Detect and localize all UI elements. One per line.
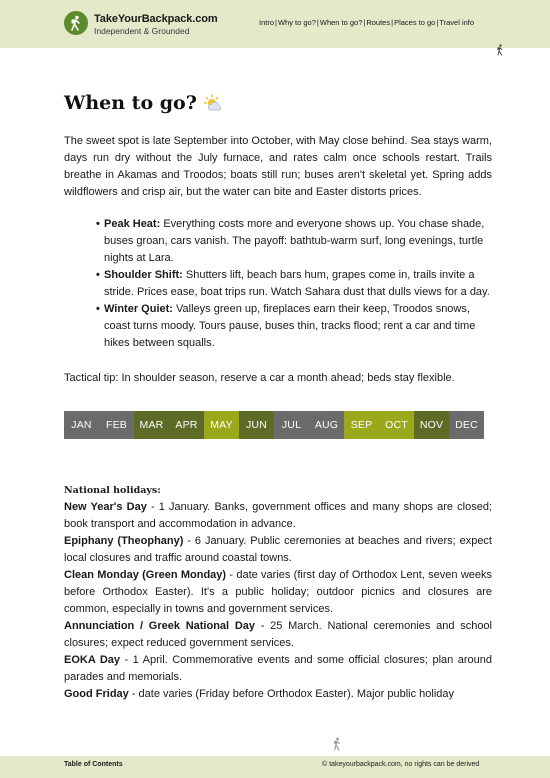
holiday-entry [64, 567, 492, 618]
page-title [64, 92, 225, 114]
holiday-text: - 1 April. Commemorative events and some official closures; plan around parades and memorials. [64, 654, 493, 683]
holiday-text: - 6 January. Public ceremonies at beaches and rivers; expect local closures and traffic around coastal towns. [64, 535, 492, 564]
holiday-text: - 25 March. National ceremonies and school closures; expect reduced government services. [64, 620, 492, 649]
nav-separator: | [275, 18, 277, 27]
month-aug: AUG [309, 411, 344, 439]
logo[interactable] [64, 11, 88, 35]
nav-item-intro[interactable]: Intro [259, 18, 275, 27]
month-jan: JAN [64, 411, 99, 439]
holiday-entry [64, 652, 492, 686]
month-sep: SEP [344, 411, 379, 439]
page-header [0, 0, 550, 48]
season-text: Everything costs more and everyone shows up. You chase shade, buses groan, cars vanish. The payoff: bathtub-warm surf, long evenings, turtle nights at Lara. [104, 218, 485, 264]
list-item [104, 301, 494, 352]
season-text: Shutters lift, beach bars hum, grapes come in, trails invite a stride. Prices ease, boat trips run. Watch Sahara dust that dulls views for a day. [104, 269, 490, 298]
nav-separator: | [436, 18, 439, 27]
nav-item-travel-info[interactable]: Travel info [439, 18, 475, 27]
month-apr: APR [169, 411, 204, 439]
season-label: Peak Heat: [104, 218, 161, 230]
month-dec: DEC [449, 411, 484, 439]
list-item [104, 216, 494, 267]
month-jun: JUN [239, 411, 274, 439]
sun-cloud-icon [203, 94, 225, 112]
page-footer [0, 756, 550, 778]
hiker-icon [331, 737, 343, 751]
season-list [104, 216, 494, 352]
season-label: Shoulder Shift: [104, 269, 183, 281]
holiday-entry [64, 499, 492, 533]
month-oct: OCT [379, 411, 414, 439]
holiday-name: EOKA Day [64, 654, 121, 666]
month-may: MAY [204, 411, 239, 439]
holiday-name: New Year's Day [64, 501, 147, 513]
month-nov: NOV [414, 411, 449, 439]
page-title-text: When to go? [64, 92, 197, 114]
tactical-tip: Tactical tip: In shoulder season, reserve a car a month ahead; beds stay flexible. [64, 372, 455, 384]
holiday-entry [64, 533, 492, 567]
month-calendar-bar [64, 411, 484, 439]
holiday-name: Good Friday [64, 688, 129, 700]
hiker-icon [495, 44, 505, 56]
copyright-notice: © takeyourbackpack.com, no rights can be derived [322, 761, 480, 768]
season-text: Valleys green up, fireplaces earn their keep, Troodos snows, coast turns moody. Tours pause, buses thin, tracks flood; rent a car and time hikes between squalls. [104, 303, 476, 349]
holiday-name: Annunciation / Greek National Day [64, 620, 256, 632]
holiday-name: Clean Monday (Green Monday) [64, 569, 227, 581]
nav-separator: | [316, 18, 319, 27]
nav-item-when-to-go[interactable]: When to go? [319, 18, 363, 27]
holiday-text: - date varies (Friday before Orthodox Easter). Major public holiday [128, 688, 455, 700]
brand-name[interactable]: TakeYourBackpack.com [94, 13, 218, 25]
nav-separator: | [391, 18, 394, 27]
holiday-entry [64, 686, 492, 703]
holidays-list [64, 499, 492, 703]
nav-item-routes[interactable]: Routes [366, 18, 391, 27]
month-jul: JUL [274, 411, 309, 439]
brand-tagline: Independent & Grounded [94, 26, 190, 36]
holiday-entry [64, 618, 492, 652]
holiday-text: - date varies (first day of Orthodox Lent, seven weeks before Orthodox Easter). It's a public holiday; outdoor picnics and closures are common, especially in towns and government services. [64, 569, 492, 615]
nav-item-places-to-go[interactable]: Places to go [394, 18, 436, 27]
list-item [104, 267, 494, 301]
intro-paragraph: The sweet spot is late September into October, with May close behind. Sea stays warm, days run dry without the July furnace, and rates calm once schools restart. Trails breathe in Akamas and Troodos; boats still run; buses aren't skeletal yet. Spring adds wildflowers and crisp air, but the water can bite and Easter distorts prices. [64, 135, 492, 198]
nav-separator: | [363, 18, 366, 27]
month-feb: FEB [99, 411, 134, 439]
month-mar: MAR [134, 411, 169, 439]
season-label: Winter Quiet: [104, 303, 173, 315]
holiday-text: - 1 January. Banks, government offices and many shops are closed; book transport and accommodation in advance. [64, 501, 492, 530]
nav-item-why-to-go[interactable]: Why to go? [277, 18, 316, 27]
hiker-icon [67, 14, 85, 32]
table-of-contents-link[interactable]: Table of Contents [64, 761, 123, 768]
holidays-heading: National holidays: [64, 485, 161, 496]
top-nav [259, 18, 474, 27]
holiday-name: Epiphany (Theophany) [64, 535, 184, 547]
